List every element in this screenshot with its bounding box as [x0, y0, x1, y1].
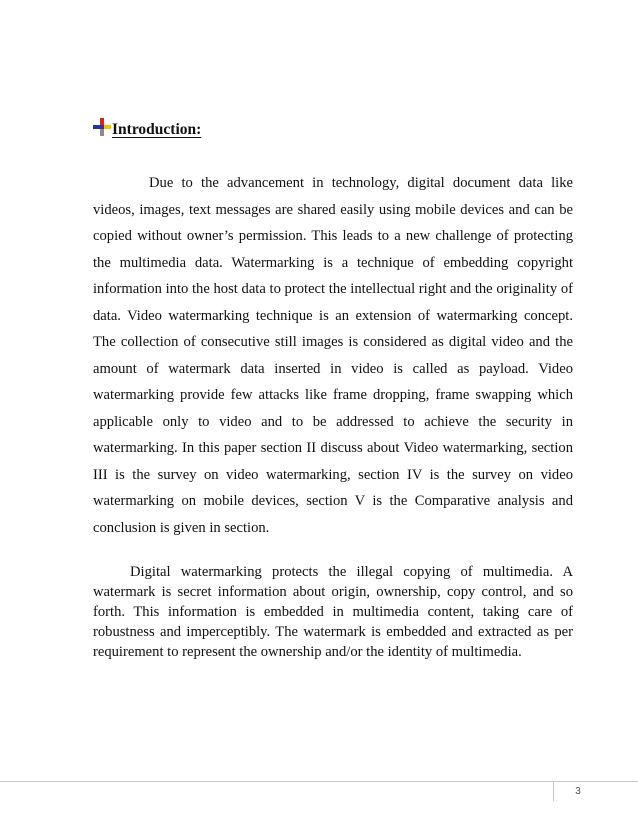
page-number: 3 [575, 785, 581, 797]
footer-rule [0, 781, 638, 782]
heading-text: Introduction: [112, 121, 202, 138]
page-number-box [553, 781, 602, 801]
section-heading [93, 121, 201, 139]
paragraph-1: Due to the advancement in technology, digital document data like videos, images, text messages are shared easily using mobile devices and can be copied without owner’s permission. This leads to a new challenge of protecting the multimedia data. Watermarking is a technique of embedding copyright information into the host data to protect the intellectual right and the originality of data. Video watermarking technique is an extension of watermarking concept. The collection of consecutive still images is considered as digital video and the amount of watermark data inserted in video is called as payload. Video watermarking provide few attacks like frame dropping, frame swapping which applicable only to video and to be addressed to achieve the security in watermarking. In this paper section II discuss about Video watermarking, section III is the survey on video watermarking, section IV is the survey on video watermarking on mobile devices, section V is the Comparative analysis and conclusion is given in section. [93, 175, 573, 536]
bullet-cross-icon [93, 118, 111, 136]
paragraph-2: Digital watermarking protects the illegal copying of multimedia. A watermark is secret information about origin, ownership, copy control, and so forth. This information is embedded in multimedia content, taking care of robustness and imperceptibly. The watermark is embedded and extracted as per requirement to represent the ownership and/or the identity of multimedia. [93, 564, 573, 660]
